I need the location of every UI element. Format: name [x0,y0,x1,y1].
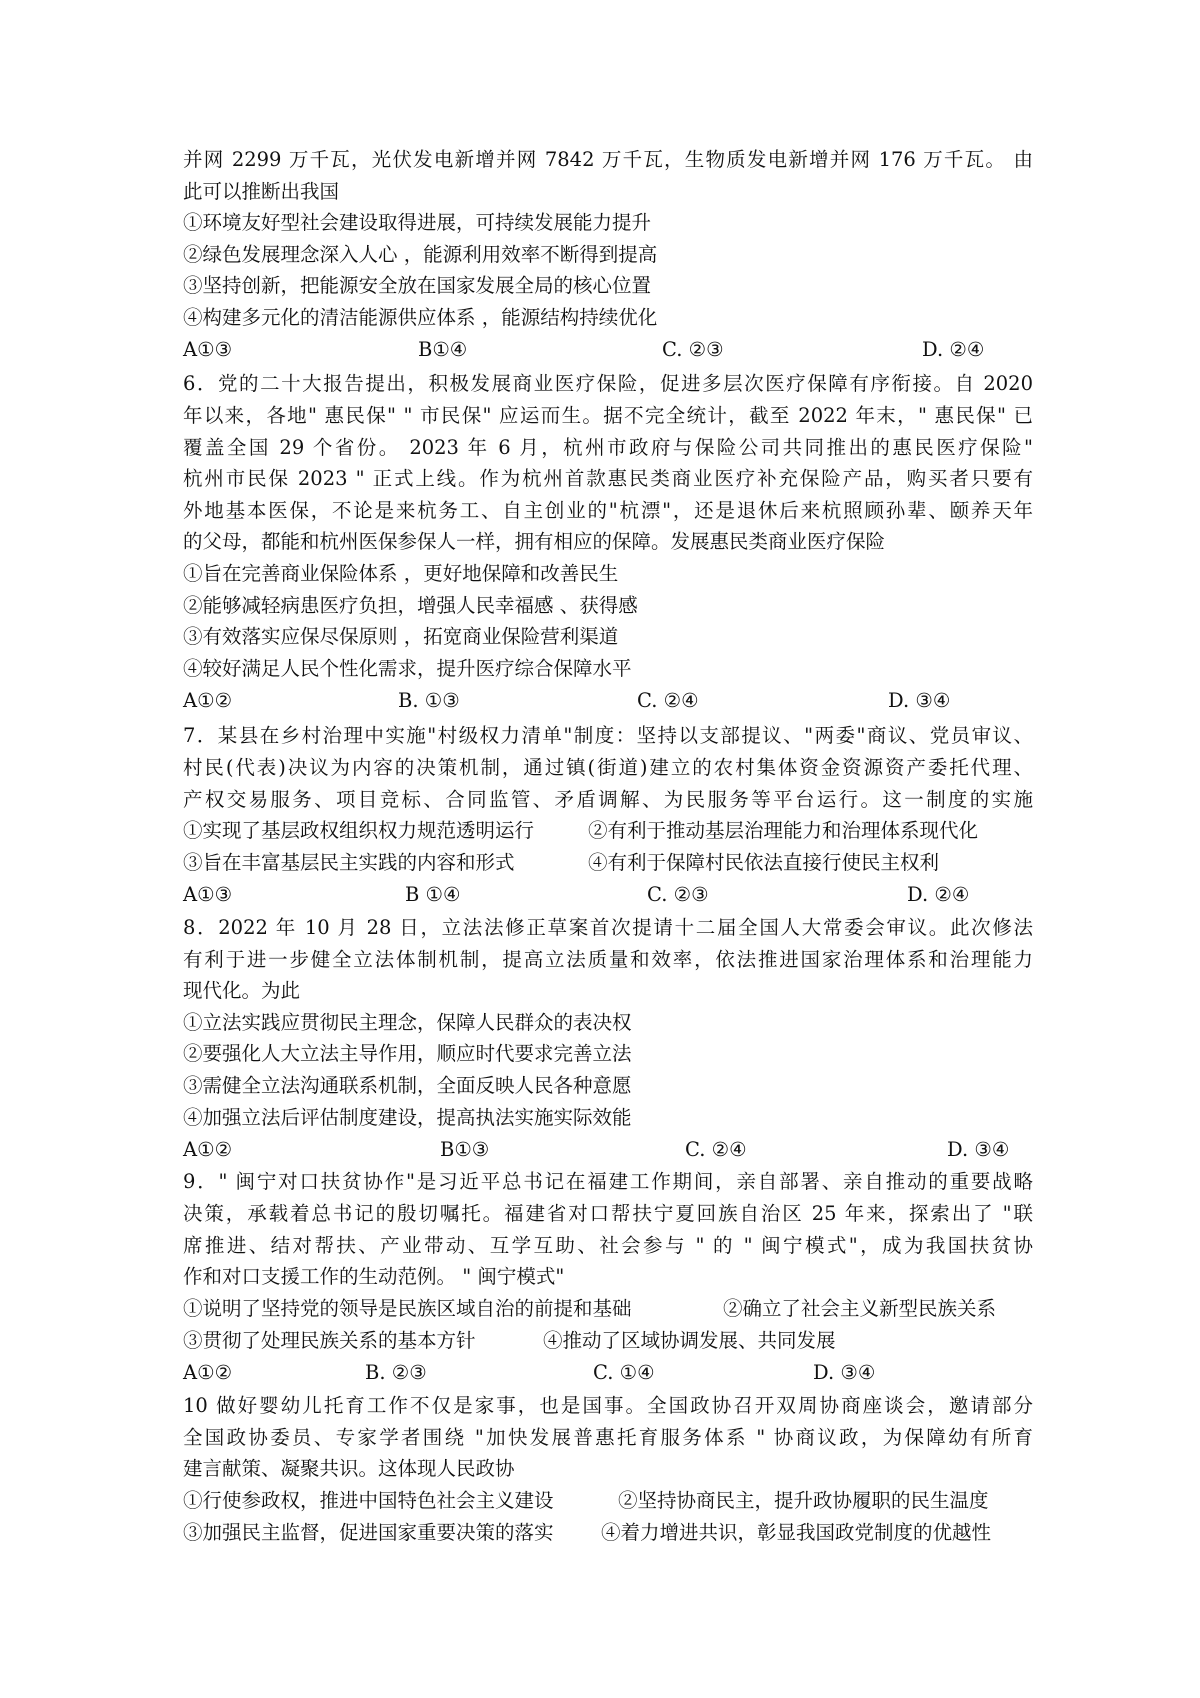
q10-item: ②坚持协商民主，提升政协履职的民生温度 [618,1489,989,1512]
q6-stem-line: 杭州市民保 2023 " 正式上线。作为杭州首款惠民类商业医疗补充保险产品，购买者只要有 [183,467,1033,490]
q10-stem-line: 10 做好婴幼儿托育工作不仅是家事，也是国事。全国政协召开双周协商座谈会，邀请部分 [183,1394,1033,1417]
q10-stem-line: 全国政协委员、专家学者围绕 "加快发展普惠托育服务体系 " 协商议政，为保障幼有所育 [183,1426,1033,1449]
q7-option-b: B ①④ [405,883,461,906]
q10-item: ④着力增进共识，彰显我国政党制度的优越性 [601,1521,992,1544]
q9-item: ②确立了社会主义新型民族关系 [723,1297,997,1320]
q6-item: ①旨在完善商业保险体系 ，更好地保障和改善民生 [183,562,619,585]
q9-stem-line: 9．" 闽宁对口扶贫协作"是习近平总书记在福建工作期间，亲自部署、亲自推动的重要战略 [183,1170,1033,1193]
q10-item: ③加强民主监督，促进国家重要决策的落实 [183,1521,554,1544]
q8-item: ③需健全立法沟通联系机制，全面反映人民各种意愿 [183,1074,632,1097]
q6-item: ③有效落实应保尽保原则 ，拓宽商业保险营利渠道 [183,625,619,648]
q10-item: ①行使参政权，推进中国特色社会主义建设 [183,1489,554,1512]
q5-option-d: D. ②④ [922,338,985,361]
q5-option-a: A①③ [183,338,233,361]
q7-item: ②有利于推动基层治理能力和治理体系现代化 [588,819,979,842]
q5-stem-line: 并网 2299 万千瓦，光伏发电新增并网 7842 万千瓦，生物质发电新增并网 176 万千瓦。 由 [183,148,1033,171]
q8-item: ①立法实践应贯彻民主理念，保障人民群众的表决权 [183,1011,632,1034]
q6-stem-line: 的父母，都能和杭州医保参保人一样，拥有相应的保障。发展惠民类商业医疗保险 [183,530,886,553]
q9-stem-line: 决策，承载着总书记的殷切嘱托。福建省对口帮扶宁夏回族自治区 25 年来，探索出了 "联 [183,1202,1033,1225]
q7-option-d: D. ②④ [907,883,970,906]
q6-item: ④较好满足人民个性化需求，提升医疗综合保障水平 [183,657,632,680]
q6-option-a: A①② [183,689,233,712]
q6-stem-line: 6．党的二十大报告提出，积极发展商业医疗保险，促进多层次医疗保障有序衔接。自 2020 [183,372,1033,395]
q5-stem-line: 此可以推断出我国 [183,180,340,203]
q7-item: ③旨在丰富基层民主实践的内容和形式 [183,851,515,874]
q8-option-c: C. ②④ [685,1138,747,1161]
q7-stem-line: 村民(代表)决议为内容的决策机制，通过镇(街道)建立的农村集体资金资源资产委托代理、 [183,756,1033,779]
q6-stem-line: 年以来，各地" 惠民保" " 市民保" 应运而生。据不完全统计，截至 2022 年末，" 惠民保" 已 [183,404,1033,427]
q7-item: ①实现了基层政权组织权力规范透明运行 [183,819,535,842]
q7-option-a: A①③ [183,883,233,906]
q8-item: ④加强立法后评估制度建设，提高执法实施实际效能 [183,1106,632,1129]
q6-option-c: C. ②④ [637,689,699,712]
q8-option-a: A①② [183,1138,233,1161]
q9-item: ①说明了坚持党的领导是民族区域自治的前提和基础 [183,1297,632,1320]
q7-stem-line: 7．某县在乡村治理中实施"村级权力清单"制度：坚持以支部提议、"两委"商议、党员审议、 [183,724,1033,747]
q6-option-d: D. ③④ [888,689,951,712]
q6-stem-line: 外地基本医保，不论是来杭务工、自主创业的"杭漂"，还是退休后来杭照顾孙辈、颐养天年 [183,499,1033,522]
q6-item: ②能够减轻病患医疗负担，增强人民幸福感 、获得感 [183,594,638,617]
q9-stem-line: 席推进、结对帮扶、产业带动、互学互助、社会参与 " 的 " 闽宁模式"，成为我国扶贫协 [183,1234,1033,1257]
q8-item: ②要强化人大立法主导作用，顺应时代要求完善立法 [183,1042,632,1065]
q8-stem-line: 有利于进一步健全立法体制机制，提高立法质量和效率，依法推进国家治理体系和治理能力 [183,948,1033,971]
q9-option-b: B. ②③ [365,1361,427,1384]
q9-item: ④推动了区域协调发展、共同发展 [543,1329,836,1352]
q9-option-a: A①② [183,1361,233,1384]
q9-option-c: C. ①④ [593,1361,655,1384]
q5-item: ①环境友好型社会建设取得进展，可持续发展能力提升 [183,211,652,234]
q9-item: ③贯彻了处理民族关系的基本方针 [183,1329,476,1352]
q7-stem-line: 产权交易服务、项目竞标、合同监管、矛盾调解、为民服务等平台运行。这一制度的实施 [183,788,1033,811]
q5-item: ④构建多元化的清洁能源供应体系 ，能源结构持续优化 [183,306,658,329]
q8-stem-line: 现代化。为此 [183,979,301,1002]
q7-item: ④有利于保障村民依法直接行使民主权利 [588,851,940,874]
q6-stem-line: 覆盖全国 29 个省份。 2023 年 6 月，杭州市政府与保险公司共同推出的惠民医疗保险" [183,436,1033,459]
q8-option-d: D. ③④ [947,1138,1010,1161]
q5-item: ②绿色发展理念深入人心 ，能源利用效率不断得到提高 [183,243,658,266]
q5-item: ③坚持创新，把能源安全放在国家发展全局的核心位置 [183,274,652,297]
q10-stem-line: 建言献策、凝聚共识。这体现人民政协 [183,1457,515,1480]
q8-stem-line: 8．2022 年 10 月 28 日，立法法修正草案首次提请十二届全国人大常委会审议。此次修法 [183,916,1033,939]
q5-option-b: B①④ [418,338,468,361]
q8-option-b: B①③ [440,1138,490,1161]
q6-option-b: B. ①③ [398,689,460,712]
q9-stem-line: 作和对口支援工作的生动范例。 " 闽宁模式" [183,1265,565,1288]
q7-option-c: C. ②③ [647,883,709,906]
q9-option-d: D. ③④ [813,1361,876,1384]
q5-option-c: C. ②③ [662,338,724,361]
